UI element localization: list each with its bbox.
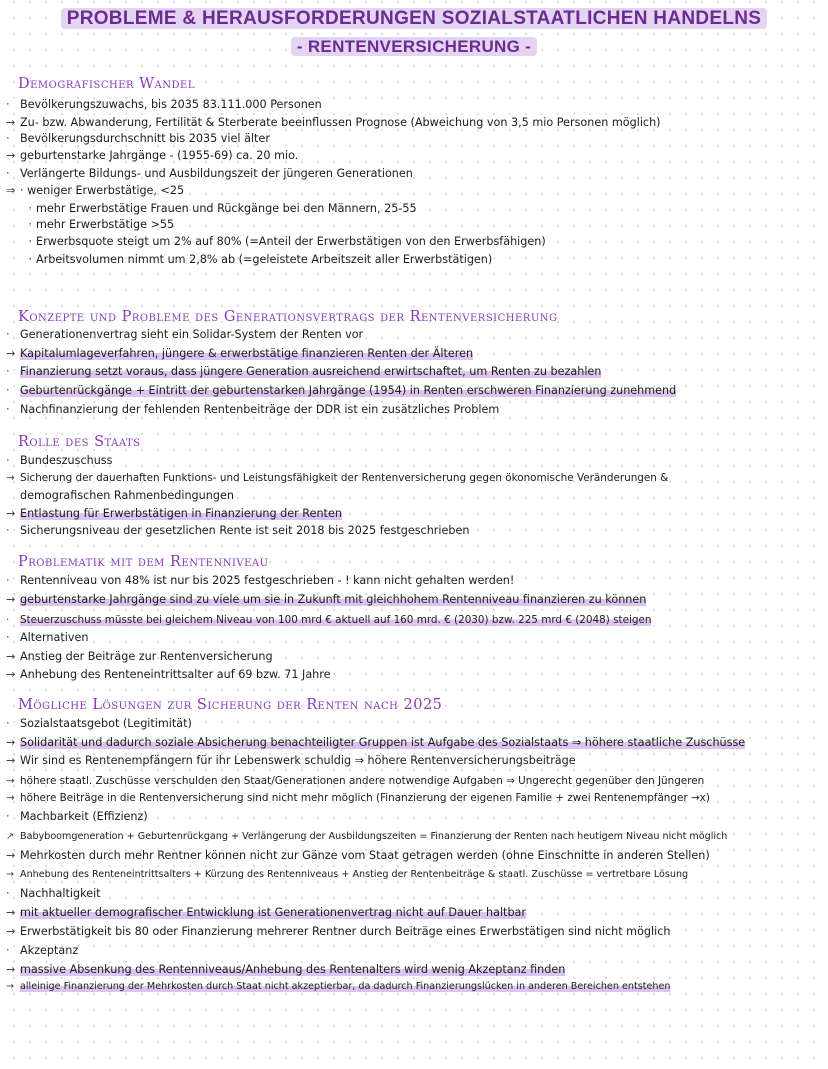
note-text: demografischen Rahmenbedingungen [20,489,234,502]
bullet-marker: → [6,869,15,880]
bullet-marker: → [6,906,16,919]
section-heading: Demografischer Wandel [18,76,195,92]
note-text: Sicherungsniveau der gesetzlichen Rente ist seit 2018 bis 2025 festgeschrieben [20,524,470,537]
note-line [6,573,514,589]
section-heading: Konzepte und Probleme des Generationsvertrags der Rentenversicherung [18,309,558,325]
page-subtitle-text: - RENTENVERSICHERUNG - [291,37,537,56]
note-line [6,383,676,399]
bullet-marker: → [6,668,16,681]
note-text: Akzeptanz [20,944,79,957]
bullet-marker: · [28,253,32,266]
note-line [6,148,298,164]
note-line [6,886,101,902]
note-line [6,790,710,806]
bullet-marker: · [6,574,10,587]
note-text: Solidarität und dadurch soziale Absicherung benachteiligter Gruppen ist Aufgabe des Sozialstaats ⇒ höhere staatliche Zuschüsse [20,736,746,749]
bullet-marker: · [6,717,10,730]
note-line [6,523,469,539]
bullet-marker: · [6,810,10,823]
note-line [6,131,270,147]
note-text: Zu- bzw. Abwanderung, Fertilität & Sterberate beeinflussen Prognose (Abweichung von 3,5 mio Personen möglich) [20,116,661,129]
bullet-marker: → [6,347,16,360]
note-line [6,506,342,522]
note-line [6,667,331,683]
note-line [6,364,601,380]
bullet-marker: → [6,116,16,129]
note-text: mehr Erwerbstätige >55 [36,218,175,231]
note-text: Finanzierung setzt voraus, dass jüngere Generation ausreichend erwirtschaftet, um Renten zu bezahlen [20,365,602,378]
note-text: mit aktueller demografischer Entwicklung ist Generationenvertrag nicht auf Dauer haltbar [20,906,527,919]
note-line [6,217,174,233]
note-text: Entlastung für Erwerbstätigen in Finanzierung der Renten [20,507,342,520]
note-text: massive Absenkung des Rentenniveaus/Anhebung des Rentenalters wird wenig Akzeptanz finden [20,963,566,976]
bullet-marker: → [6,593,16,606]
note-line [6,867,688,883]
note-text: Bevölkerungszuwachs, bis 2035 83.111.000 Personen [20,98,322,111]
note-text: Arbeitsvolumen nimmt um 2,8% ab (=geleistete Arbeitszeit aller Erwerbstätigen) [36,253,493,266]
page-subtitle [0,37,828,57]
bullet-marker: · [6,98,10,111]
note-line [6,735,745,751]
bullet-marker: → [6,981,15,992]
bullet-marker: → [6,472,15,484]
bullet-marker: · [6,403,10,416]
note-line [6,943,78,959]
bullet-marker: · [6,524,10,537]
bullet-marker: · [6,132,10,145]
note-line [6,97,322,113]
note-text: Erwerbsquote steigt um 2% auf 80% (=Anteil der Erwerbstätigen von den Erwerbsfähigen) [36,235,546,248]
note-line [6,252,492,268]
note-text: Machbarkeit (Effizienz) [20,810,148,823]
note-line [6,346,473,362]
note-line [6,402,499,418]
note-line [6,612,651,628]
note-line [6,962,565,978]
note-text: Kapitalumlageverfahren, jüngere & erwerbstätige finanzieren Renten der Älteren [20,347,474,360]
bullet-marker: → [6,149,16,162]
note-text: Sozialstaatsgebot (Legitimität) [20,717,192,730]
note-text: Anstieg der Beiträge zur Rentenversicherung [20,650,273,663]
bullet-marker: → [6,507,16,520]
section-heading: Problematik mit dem Rentenniveau [18,554,269,570]
note-text: Bundeszuschuss [20,454,113,467]
page-title-text: PROBLEME & HERAUSFORDERUNGEN SOZIALSTAATLICHEN HANDELNS [61,8,768,29]
bullet-marker: ⇒ [6,184,16,197]
section-heading: Rolle des Staats [18,434,141,450]
bullet-marker: · [6,167,10,180]
bullet-marker: · [6,614,10,626]
note-text: Generationenvertrag sieht ein Solidar-System der Renten vor [20,328,364,341]
note-text: Mehrkosten durch mehr Rentner können nicht zur Gänze vom Staat getragen werden (ohne Einschnitte in anderen Stellen) [20,849,710,862]
note-text: Anhebung des Renteneintrittsalters + Kürzung des Rentenniveaus + Anstieg der Rentenbeiträge & staatl. Zuschüsse = vertretbare Lösung [20,869,689,880]
note-text: Anhebung des Renteneintrittsalter auf 69 bzw. 71 Jahre [20,668,331,681]
note-line [6,166,413,182]
bullet-marker: · [28,235,32,248]
bullet-marker: · [6,887,10,900]
bullet-marker: · [6,365,10,378]
note-line [6,979,670,995]
bullet-marker: → [6,849,16,862]
note-text: Steuerzuschuss müsste bei gleichem Niveau von 100 mrd € aktuell auf 160 mrd. € (2030) bzw. 225 mrd € (2048) steigen [20,614,652,626]
note-text: Nachhaltigkeit [20,887,101,900]
note-line [6,115,661,131]
note-line [6,716,192,732]
note-line [6,488,234,504]
note-line [6,183,184,199]
note-line [6,201,417,217]
bullet-marker: → [6,775,15,787]
note-line [6,630,88,646]
note-line [6,234,546,250]
note-text: Alternativen [20,631,89,644]
section-heading: Mögliche Lösungen zur Sicherung der Renten nach 2025 [18,697,443,713]
note-line [6,470,668,486]
note-text: alleinige Finanzierung der Mehrkosten durch Staat nicht akzeptierbar, da dadurch Finanzierungslücken in anderen Bereichen entstehen [20,981,671,992]
note-line [6,905,526,921]
note-text: Bevölkerungsdurchschnitt bis 2035 viel älter [20,132,270,145]
note-line [6,829,727,845]
bullet-marker: · [6,454,10,467]
bullet-marker: · [6,631,10,644]
note-line [6,924,671,940]
bullet-marker: → [6,650,16,663]
bullet-marker: → [6,963,16,976]
bullet-marker: ↗ [6,831,15,842]
note-line [6,848,710,864]
bullet-marker: → [6,792,15,804]
note-line [6,649,273,665]
note-text: Erwerbstätigkeit bis 80 oder Finanzierung mehrerer Rentner durch Beiträge eines Erwerbstätigen sind nicht möglich [20,925,671,938]
note-text: · weniger Erwerbstätige, <25 [20,184,185,197]
note-text: geburtenstarke Jahrgänge - (1955-69) ca. 20 mio. [20,149,299,162]
note-line [6,773,704,789]
note-line [6,327,363,343]
note-text: höhere staatl. Zuschüsse verschulden den Staat/Generationen andere notwendige Aufgaben ⇒ Ungerecht gegenüber den Jüngeren [20,775,705,787]
note-line [6,809,148,825]
note-text: höhere Beiträge in die Rentenversicherung sind nicht mehr möglich (Finanzierung der eigenen Familie + zwei Rentenempfänger →x) [20,792,710,804]
page-title [0,8,828,30]
note-text: Geburtenrückgänge + Eintritt der geburtenstarken Jahrgänge (1954) in Renten erschweren Finanzierung zunehmend [20,384,677,397]
note-line [6,753,576,769]
note-text: Sicherung der dauerhaften Funktions- und Leistungsfähigkeit der Rentenversicherung gegen ökonomische Veränderungen & [20,472,669,484]
bullet-marker: → [6,736,16,749]
note-text: Rentenniveau von 48% ist nur bis 2025 festgeschrieben - ! kann nicht gehalten werden! [20,574,515,587]
note-text: Verlängerte Bildungs- und Ausbildungszeit der jüngeren Generationen [20,167,413,180]
note-text: geburtenstarke Jahrgänge sind zu viele um sie in Zukunft mit gleichhohem Rentenniveau finanzieren zu können [20,593,647,606]
bullet-marker: · [6,384,10,397]
note-line [6,453,112,469]
bullet-marker: · [28,202,32,215]
note-line [6,592,646,608]
bullet-marker: → [6,925,16,938]
note-text: Wir sind es Rentenempfängern für ihr Lebenswerk schuldig ⇒ höhere Rentenversicherungsbeiträge [20,754,576,767]
note-text: Nachfinanzierung der fehlenden Rentenbeiträge der DDR ist ein zusätzliches Problem [20,403,500,416]
bullet-marker: · [28,218,32,231]
bullet-marker: → [6,754,16,767]
bullet-marker: · [6,944,10,957]
bullet-marker: · [6,328,10,341]
note-text: mehr Erwerbstätige Frauen und Rückgänge bei den Männern, 25-55 [36,202,417,215]
note-text: Babyboomgeneration + Geburtenrückgang + Verlängerung der Ausbildungszeiten = Finanzierung der Renten nach heutigem Niveau nicht möglich [20,831,728,842]
